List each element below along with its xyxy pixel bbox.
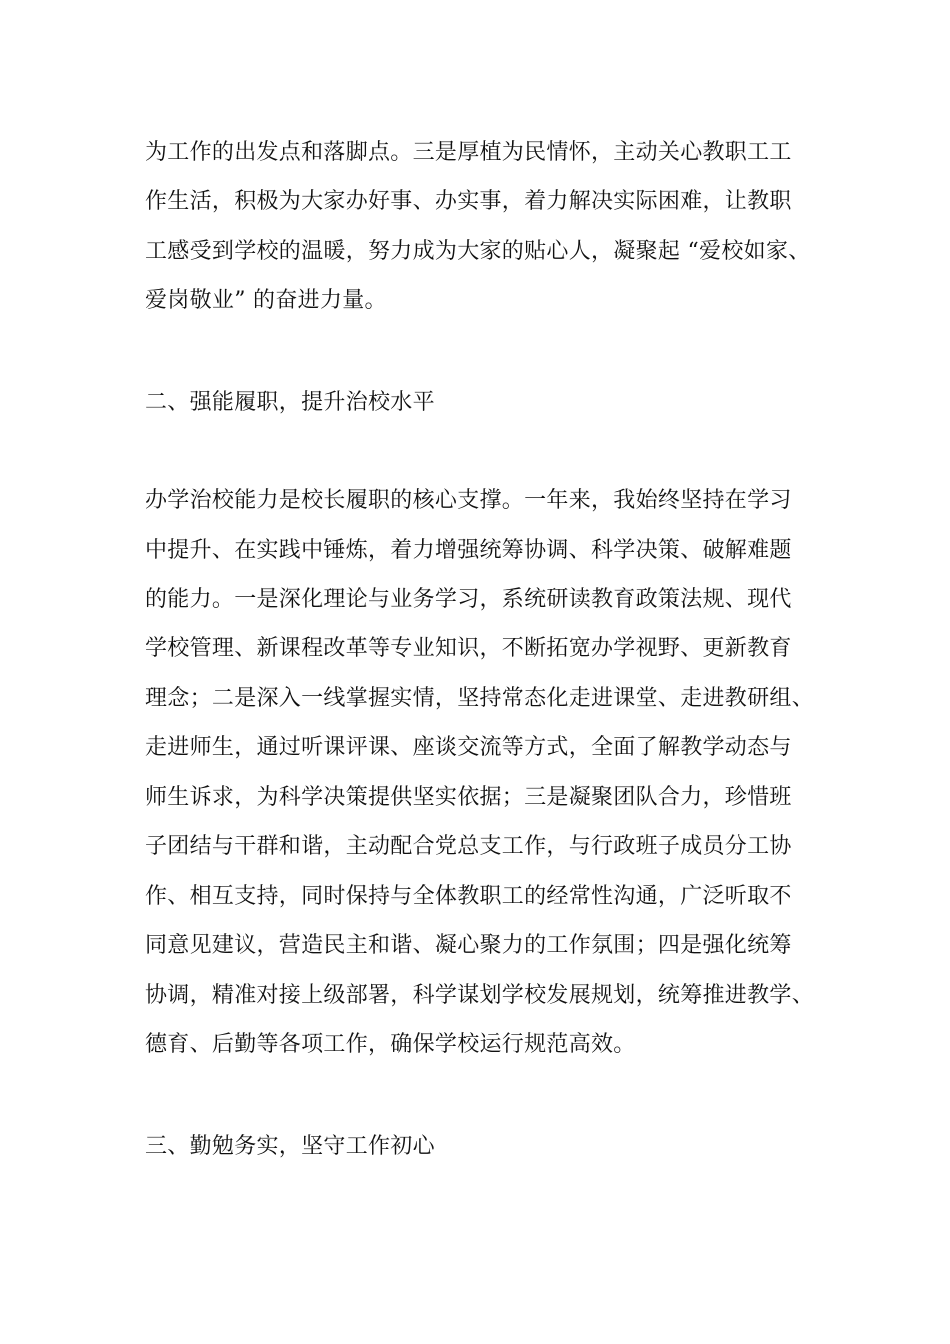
paragraph-2-line-3: 的能力。一是深化理论与业务学习，系统研读教育政策法规、现代 [145, 587, 792, 612]
paragraph-1-line-1: 为工作的出发点和落脚点。三是厚植为民情怀，主动关心教职工工 [145, 140, 792, 165]
paragraph-2-line-2: 中提升、在实践中锤炼，着力增强统筹协调、科学决策、破解难题 [145, 538, 792, 563]
paragraph-1-line-3: 工感受到学校的温暖，努力成为大家的贴心人，凝聚起 “爱校如家、 [145, 239, 811, 264]
paragraph-2-line-1: 办学治校能力是校长履职的核心支撑。一年来，我始终坚持在学习 [145, 488, 792, 513]
paragraph-2-line-12: 德育、后勤等各项工作，确保学校运行规范高效。 [145, 1032, 636, 1057]
paragraph-1-line-4: 爱岗敬业” 的奋进力量。 [145, 288, 387, 313]
paragraph-2-line-4: 学校管理、新课程改革等专业知识，不断拓宽办学视野、更新教育 [145, 636, 792, 661]
paragraph-2-line-5: 理念；二是深入一线掌握实情，坚持常态化走进课堂、走进教研组、 [145, 686, 815, 711]
paragraph-2-line-6: 走进师生，通过听课评课、座谈交流等方式，全面了解教学动态与 [145, 735, 792, 760]
section-heading-3: 三、勤勉务实，坚守工作初心 [145, 1134, 435, 1159]
paragraph-2-line-9: 作、相互支持，同时保持与全体教职工的经常性沟通，广泛听取不 [145, 884, 792, 909]
section-heading-2: 二、强能履职，提升治校水平 [145, 390, 435, 415]
paragraph-2-line-8: 子团结与干群和谐，主动配合党总支工作，与行政班子成员分工协 [145, 834, 792, 859]
paragraph-1-line-2: 作生活，积极为大家办好事、办实事，着力解决实际困难，让教职 [145, 189, 792, 214]
paragraph-2-line-11: 协调，精准对接上级部署，科学谋划学校发展规划，统筹推进教学、 [145, 983, 815, 1008]
paragraph-2-line-10: 同意见建议，营造民主和谐、凝心聚力的工作氛围；四是强化统筹 [145, 933, 792, 958]
paragraph-2-line-7: 师生诉求，为科学决策提供坚实依据；三是凝聚团队合力，珍惜班 [145, 785, 792, 810]
